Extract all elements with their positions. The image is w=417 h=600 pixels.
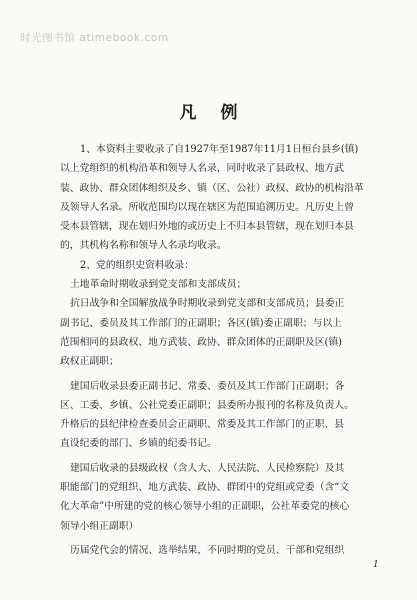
text-line: 2、党的组织史资料收录： — [80, 259, 194, 271]
body-text — [60, 140, 395, 560]
text-line: 化大革命”中所建的党的核心领导小组的正副职，公社革委党的核心 — [60, 501, 350, 513]
text-line: 1、本资料主要收录了自1927年至1987年11月1日桓台县乡(镇) — [80, 144, 359, 155]
text-line: 副书记、委员及其工作部门的正副职；各区(镇)委正副职；与以上 — [60, 317, 342, 329]
text-line: 建国后收录县委正副书记、常委、委员及其工作部门正副职；各 — [70, 380, 345, 392]
text-line: 领导小组正副职） — [60, 520, 139, 532]
text-line: 抗日战争和全国解放战争时期收录到党支部和支部成员；县委正 — [70, 298, 345, 310]
text-line: 政权正副职； — [60, 356, 119, 368]
text-line: 受本县管辖，现在划归外地的或历史上不归本县管辖，现在划归本县 — [60, 221, 354, 233]
text-line: 以上党组织的机构沿革和领导人名录，同时收录了县政权、地方武 — [60, 163, 345, 175]
page-title: 凡例 — [179, 103, 262, 123]
text-line: 升格后的县纪律检查委员会正副职、常委及其工作部门的正职、县 — [60, 419, 345, 431]
text-line: 的，其机构名称和领导人名录均收录。 — [60, 240, 227, 252]
text-line: 历届党代会的情况、选举结果，不同时期的党员、干部和党组织 — [70, 544, 345, 556]
page-number: 1 — [373, 560, 379, 570]
watermark-text: 时光图书馆 atimebook.com — [20, 32, 169, 44]
text-line: 及领导人名录。所收范围均以现在辖区为范围追溯历史。凡历史上曾 — [60, 201, 354, 213]
text-line: 职能部门的党组织、地方武装、政协、群团中的党组或党委（含“文 — [60, 482, 350, 494]
text-line: 土地革命时期收录到党支部和支部成员； — [70, 279, 247, 291]
text-line: 范围相同的县政权、地方武装、政协、群众团体的正副职及区(镇) — [60, 336, 342, 348]
text-line: 建国后收录的县级政权（含人大、人民法院、人民检察院）及其 — [70, 462, 345, 474]
text-line: 区、工委、乡镇、公社党委正副职；县委所办报刊的名称及负责人。 — [60, 399, 354, 411]
text-line: 装、政协、群众团体组织及乡、镇（区、公社）政权、政协的机构沿革 — [60, 182, 364, 194]
text-line: 直设纪委的部门、乡镇的纪委书记。 — [60, 438, 217, 450]
